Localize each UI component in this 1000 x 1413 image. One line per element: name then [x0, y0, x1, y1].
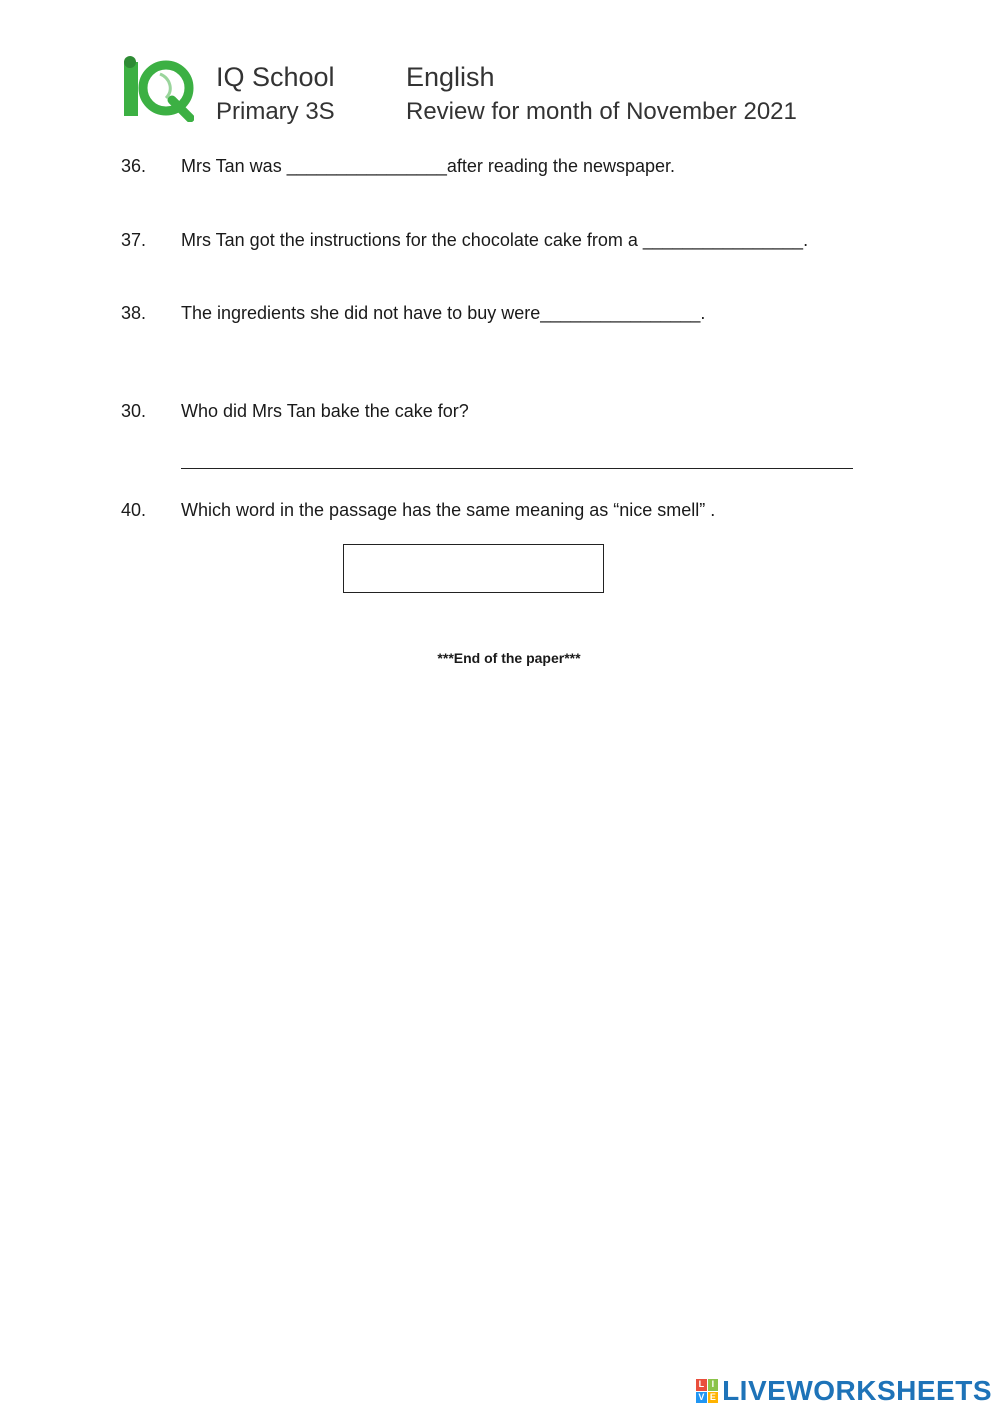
- class-name: Primary 3S: [216, 98, 335, 125]
- question-number: 38.: [121, 303, 147, 323]
- liveworksheets-brand: [696, 1375, 992, 1407]
- subject-title: English: [406, 62, 495, 92]
- liveworksheets-badge-icon: L I V E: [696, 1379, 718, 1403]
- end-of-paper: ***End of the paper***: [437, 650, 581, 666]
- answer-line[interactable]: [181, 468, 853, 469]
- question-text: Which word in the passage has the same meaning as “nice smell” .: [181, 500, 716, 520]
- question-text: Mrs Tan got the instructions for the chocolate cake from a ________________.: [181, 230, 809, 250]
- question-number: 40.: [121, 500, 147, 520]
- answer-box[interactable]: [343, 544, 604, 593]
- question-text: Mrs Tan was ________________after reading the newspaper.: [181, 156, 676, 176]
- school-name: IQ School: [216, 62, 335, 92]
- review-title: Review for month of November 2021: [406, 98, 797, 125]
- liveworksheets-text: LIVEWORKSHEETS: [722, 1375, 992, 1406]
- iq-school-logo: [120, 56, 194, 122]
- question-number: 36.: [121, 156, 147, 176]
- question-text: The ingredients she did not have to buy were________________.: [181, 303, 706, 323]
- question-number: 37.: [121, 230, 147, 250]
- question-number: 30.: [121, 401, 147, 421]
- question-text: Who did Mrs Tan bake the cake for?: [181, 401, 469, 421]
